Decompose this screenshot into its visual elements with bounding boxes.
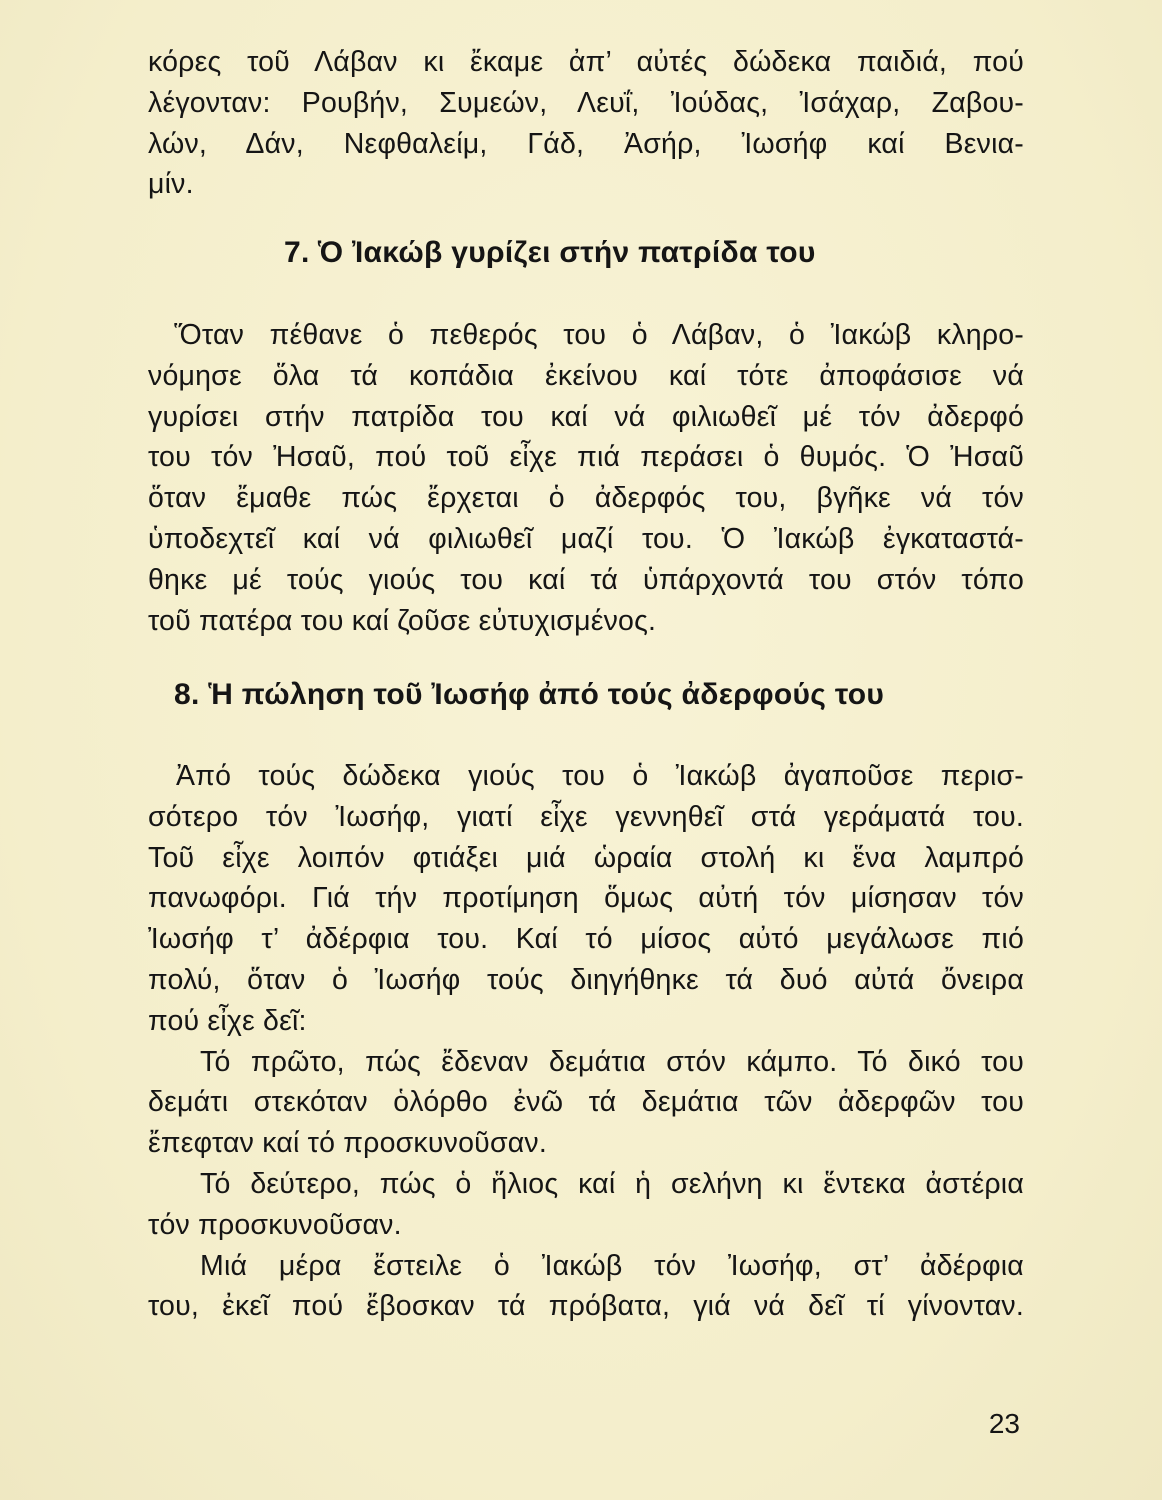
section-8-heading: 8. Ἡ πώληση τοῦ Ἰωσήφ ἀπό τούς ἀδερφούς του — [174, 678, 885, 711]
text-line: πανωφόρι. Γιά τήν προτίμηση ὅμως αὐτή τόν μίσησαν τόν — [148, 882, 1024, 915]
text-line: Τοῦ εἶχε λοιπόν φτιάξει μιά ὡραία στολή κι ἕνα λαμπρό — [148, 841, 1024, 874]
text-line: κόρες τοῦ Λάβαν κι ἔκαμε ἀπ’ αὐτές δώδεκα παιδιά, πού — [148, 46, 1024, 78]
text-line: τόν προσκυνοῦσαν. — [148, 1208, 402, 1241]
text-line: σότερο τόν Ἰωσήφ, γιατί εἶχε γεννηθεῖ στά γεράματά του. — [148, 800, 1024, 833]
text-line: πολύ, ὅταν ὁ Ἰωσήφ τούς διηγήθηκε τά δυό αὐτά ὄνειρα — [148, 963, 1024, 996]
intro-paragraph — [148, 42, 1024, 205]
text-line: Ἀπό τούς δώδεκα γιούς του ὁ Ἰακώβ ἀγαποῦσε περισ- — [176, 760, 1024, 792]
section-7-paragraph — [148, 315, 1024, 641]
text-line: Τό πρῶτο, πώς ἔδεναν δεμάτια στόν κάμπο. Τό δικό του — [200, 1045, 1024, 1078]
text-line: θηκε μέ τούς γιούς του καί τά ὑπάρχοντά του στόν τόπο — [148, 563, 1024, 596]
text-line: ὅταν ἔμαθε πώς ἔρχεται ὁ ἀδερφός του, βγῆκε νά τόν — [148, 482, 1024, 515]
text-line: τοῦ πατέρα του καί ζοῦσε εὐτυχισμένος. — [148, 604, 657, 637]
text-line: Μιά μέρα ἔστειλε ὁ Ἰακώβ τόν Ἰωσήφ, στ’ ἀδέρφια — [200, 1249, 1024, 1282]
text-line: του, ἐκεῖ πού ἔβοσκαν τά πρόβατα, γιά νά δεῖ τί γίνονταν. — [148, 1290, 1024, 1323]
text-line: πού εἶχε δεῖ: — [148, 1004, 307, 1037]
text-line: λέγονταν: Ρουβήν, Συμεών, Λευΐ, Ἰούδας, Ἰσάχαρ, Ζαβου- — [148, 86, 1024, 119]
text-line: μίν. — [148, 168, 194, 201]
text-line: λών, Δάν, Νεφθαλείμ, Γάδ, Ἀσήρ, Ἰωσήφ καί Βενια- — [148, 127, 1024, 160]
text-line: νόμησε ὅλα τά κοπάδια ἐκείνου καί τότε ἀποφάσισε νά — [148, 359, 1024, 392]
section-8-paragraph — [148, 756, 1024, 1327]
section-7-heading: 7. Ὁ Ἰακώβ γυρίζει στήν πατρίδα του — [284, 236, 816, 269]
page-number: 23 — [988, 1408, 1020, 1439]
text-line: ὑποδεχτεῖ καί νά φιλιωθεῖ μαζί του. Ὁ Ἰακώβ ἐγκαταστά- — [148, 522, 1024, 555]
text-line: του τόν Ἠσαῦ, πού τοῦ εἶχε πιά περάσει ὁ θυμός. Ὁ Ἠσαῦ — [148, 441, 1024, 474]
text-line: Τό δεύτερο, πώς ὁ ἥλιος καί ἡ σελήνη κι ἕντεκα ἀστέρια — [200, 1167, 1024, 1200]
text-line: ἔπεφταν καί τό προσκυνοῦσαν. — [148, 1127, 547, 1160]
text-line: Ἰωσήφ τ’ ἀδέρφια του. Καί τό μίσος αὐτό μεγάλωσε πιό — [148, 923, 1024, 956]
text-line: Ὅταν πέθανε ὁ πεθερός του ὁ Λάβαν, ὁ Ἰακώβ κληρο- — [174, 319, 1024, 351]
text-line: γυρίσει στήν πατρίδα του καί νά φιλιωθεῖ μέ τόν ἀδερφό — [148, 400, 1024, 433]
text-line: δεμάτι στεκόταν ὁλόρθο ἐνῶ τά δεμάτια τῶν ἀδερφῶν του — [148, 1086, 1024, 1119]
